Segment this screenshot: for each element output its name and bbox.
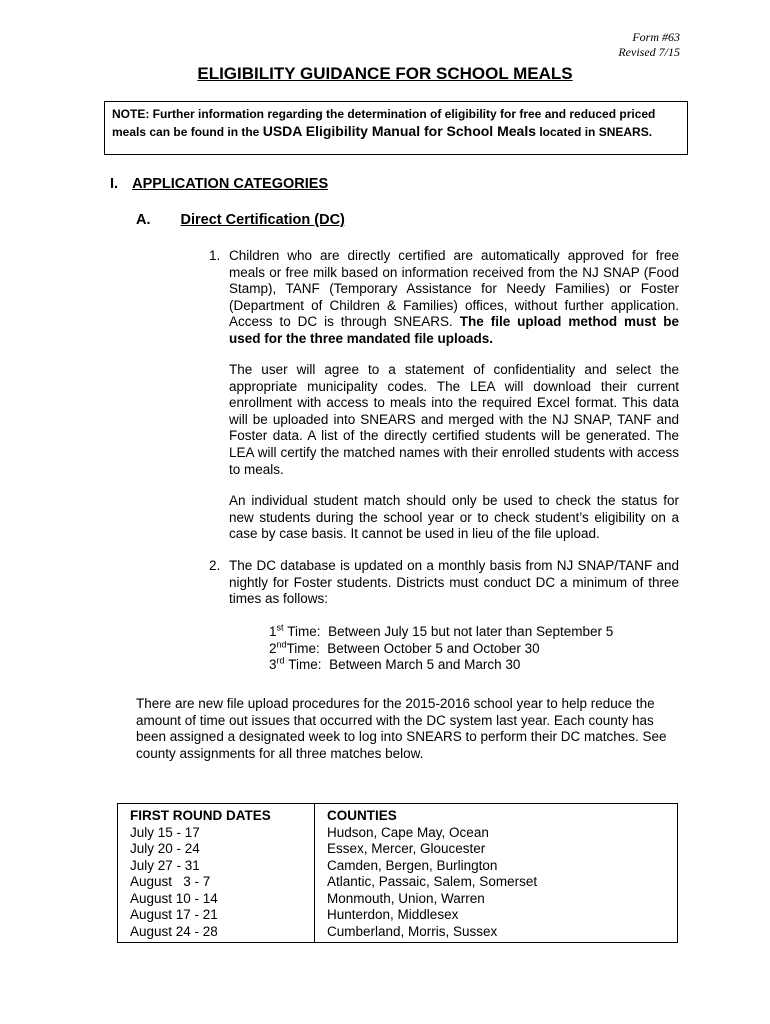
counties-cell: Hunterdon, Middlesex bbox=[315, 907, 678, 924]
list-item bbox=[209, 558, 679, 608]
note-suffix: located in SNEARS. bbox=[539, 125, 653, 139]
form-number: Form #63 bbox=[632, 30, 680, 44]
column-header-counties: COUNTIES bbox=[315, 804, 678, 825]
county-schedule-table bbox=[117, 803, 678, 943]
paragraph-individual-match: An individual student match should only be used to check the status for new students during the school year or to check student’s eligibility on a case by case basis. It cannot be used in lieu of the file upload. bbox=[229, 493, 679, 542]
dc-time-row: 3rd Time: Between March 5 and March 30 bbox=[269, 655, 521, 673]
date-cell: July 27 - 31 bbox=[118, 858, 315, 875]
list-item-text bbox=[229, 248, 679, 348]
subsection-heading bbox=[136, 212, 345, 228]
list-item-emphasis: The file upload method must be used for the three mandated file uploads. bbox=[229, 314, 679, 346]
table-row bbox=[118, 924, 678, 943]
section-heading bbox=[110, 176, 328, 192]
counties-cell: Camden, Bergen, Burlington bbox=[315, 858, 678, 875]
counties-cell: Hudson, Cape May, Ocean bbox=[315, 825, 678, 842]
table-row bbox=[118, 841, 678, 858]
paragraph-upload-procedures: There are new file upload procedures for the 2015-2016 school year to help reduce the amount of time out issues that occurred with the DC system last year. Each county has been assigned a designated week to log into SNEARS to perform their DC matches. See county assignments for all three matches below. bbox=[136, 696, 667, 761]
note-box bbox=[104, 101, 688, 155]
paragraph-agreement: The user will agree to a statement of confidentiality and select the appropriate municipality codes. The LEA will download their current enrollment with access to meals into the required Excel format. This data will be uploaded into SNEARS and merged with the NJ SNAP, TANF and Foster data. A list of the directly certified students will be generated. The LEA will certify the matched names with their enrolled students with access to meals. bbox=[229, 362, 679, 477]
table-header-row bbox=[118, 804, 678, 825]
list-item-number: 2. bbox=[209, 558, 221, 573]
dc-time-row: 2ndTime: Between October 5 and October 30 bbox=[269, 639, 540, 656]
counties-cell: Monmouth, Union, Warren bbox=[315, 891, 678, 908]
column-header-dates: FIRST ROUND DATES bbox=[118, 804, 315, 825]
table-row bbox=[118, 858, 678, 875]
form-identifier bbox=[618, 30, 680, 60]
page-title: ELIGIBILITY GUIDANCE FOR SCHOOL MEALS bbox=[197, 64, 573, 83]
list-item-text: The DC database is updated on a monthly basis from NJ SNAP/TANF and nightly for Foster students. Districts must conduct DC a minimum of three times as follows: bbox=[229, 558, 679, 607]
dc-times-list bbox=[269, 624, 613, 674]
form-revision: Revised 7/15 bbox=[618, 45, 680, 59]
note-prefix: NOTE: Further information regarding the determination of eligibility for free and reduced priced meals can be found in the bbox=[112, 107, 656, 139]
table-row bbox=[118, 825, 678, 842]
counties-cell: Essex, Mercer, Gloucester bbox=[315, 841, 678, 858]
date-cell: August 17 - 21 bbox=[118, 907, 315, 924]
date-cell: August 10 - 14 bbox=[118, 891, 315, 908]
subsection-title: Direct Certification (DC) bbox=[180, 212, 345, 228]
section-title: APPLICATION CATEGORIES bbox=[132, 176, 329, 192]
date-cell: August 24 - 28 bbox=[118, 924, 315, 943]
counties-cell: Cumberland, Morris, Sussex bbox=[315, 924, 678, 943]
list-item bbox=[209, 248, 679, 348]
section-number: I. bbox=[110, 176, 119, 192]
table-row bbox=[118, 874, 678, 891]
manual-name: USDA Eligibility Manual for School Meals bbox=[262, 123, 536, 139]
date-cell: August 3 - 7 bbox=[118, 874, 315, 891]
table-row bbox=[118, 891, 678, 908]
counties-cell: Atlantic, Passaic, Salem, Somerset bbox=[315, 874, 678, 891]
date-cell: July 15 - 17 bbox=[118, 825, 315, 842]
list-item-body: Children who are directly certified are automatically approved for free meals or free milk based on information received from the NJ SNAP (Food Stamp), TANF (Temporary Assistance for Needy Families) or Foster (Department of Children & Families) offices, without further application. Access to DC is through SNEARS. bbox=[229, 248, 679, 330]
subsection-letter: A. bbox=[136, 212, 151, 228]
list-item-number: 1. bbox=[209, 248, 221, 263]
table-row bbox=[118, 907, 678, 924]
date-cell: July 20 - 24 bbox=[118, 841, 315, 858]
dc-time-row: 1st Time: Between July 15 but not later than September 5 bbox=[269, 622, 614, 639]
